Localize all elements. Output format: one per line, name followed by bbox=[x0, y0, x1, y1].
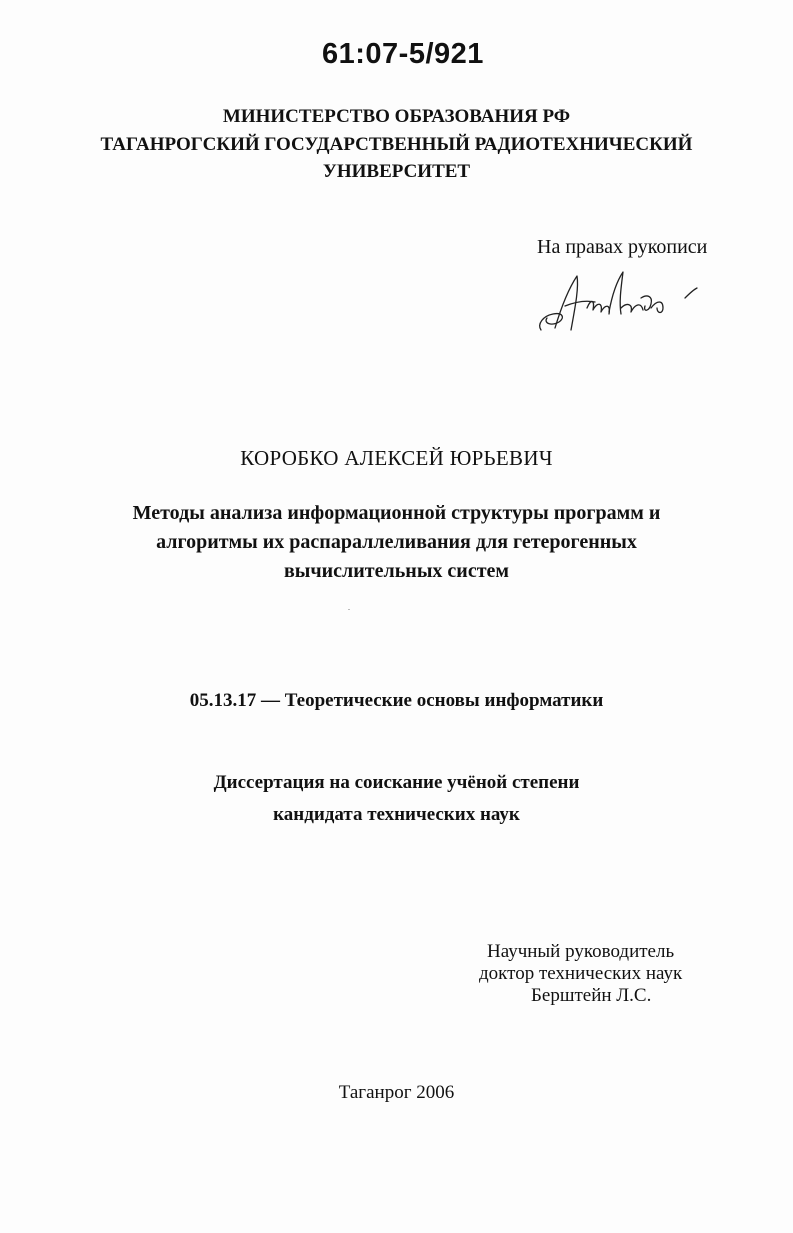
supervisor-degree: доктор технических наук bbox=[479, 963, 683, 984]
city-year: Таганрог 2006 bbox=[338, 1082, 455, 1103]
author-name: КОРОБКО АЛЕКСЕЙ ЮРЬЕВИЧ bbox=[240, 446, 553, 470]
ministry-heading: МИНИСТЕРСТВО ОБРАЗОВАНИЯ РФ bbox=[222, 106, 571, 127]
dissertation-title-line-2: алгоритмы их распараллеливания для гетерогенных bbox=[156, 531, 637, 553]
degree-line-2: кандидата технических наук bbox=[273, 804, 520, 825]
supervisor-name: Берштейн Л.С. bbox=[531, 985, 652, 1006]
specialty-code: 05.13.17 — Теоретические основы информатики bbox=[189, 690, 604, 711]
university-heading-line-2: УНИВЕРСИТЕТ bbox=[322, 161, 471, 182]
handwritten-signature-icon bbox=[535, 268, 705, 340]
dissertation-title-line-1: Методы анализа информационной структуры программ и bbox=[132, 502, 661, 524]
university-heading-line-1: ТАГАНРОГСКИЙ ГОСУДАРСТВЕННЫЙ РАДИОТЕХНИЧЕСКИЙ bbox=[100, 134, 693, 155]
scan-speck bbox=[348, 609, 350, 610]
dissertation-title-line-3: вычислительных систем bbox=[283, 560, 510, 582]
document-code: 61:07-5/921 bbox=[322, 38, 484, 70]
manuscript-rights-note: На правах рукописи bbox=[537, 236, 708, 258]
supervisor-role: Научный руководитель bbox=[487, 941, 675, 962]
degree-line-1: Диссертация на соискание учёной степени bbox=[213, 772, 580, 793]
